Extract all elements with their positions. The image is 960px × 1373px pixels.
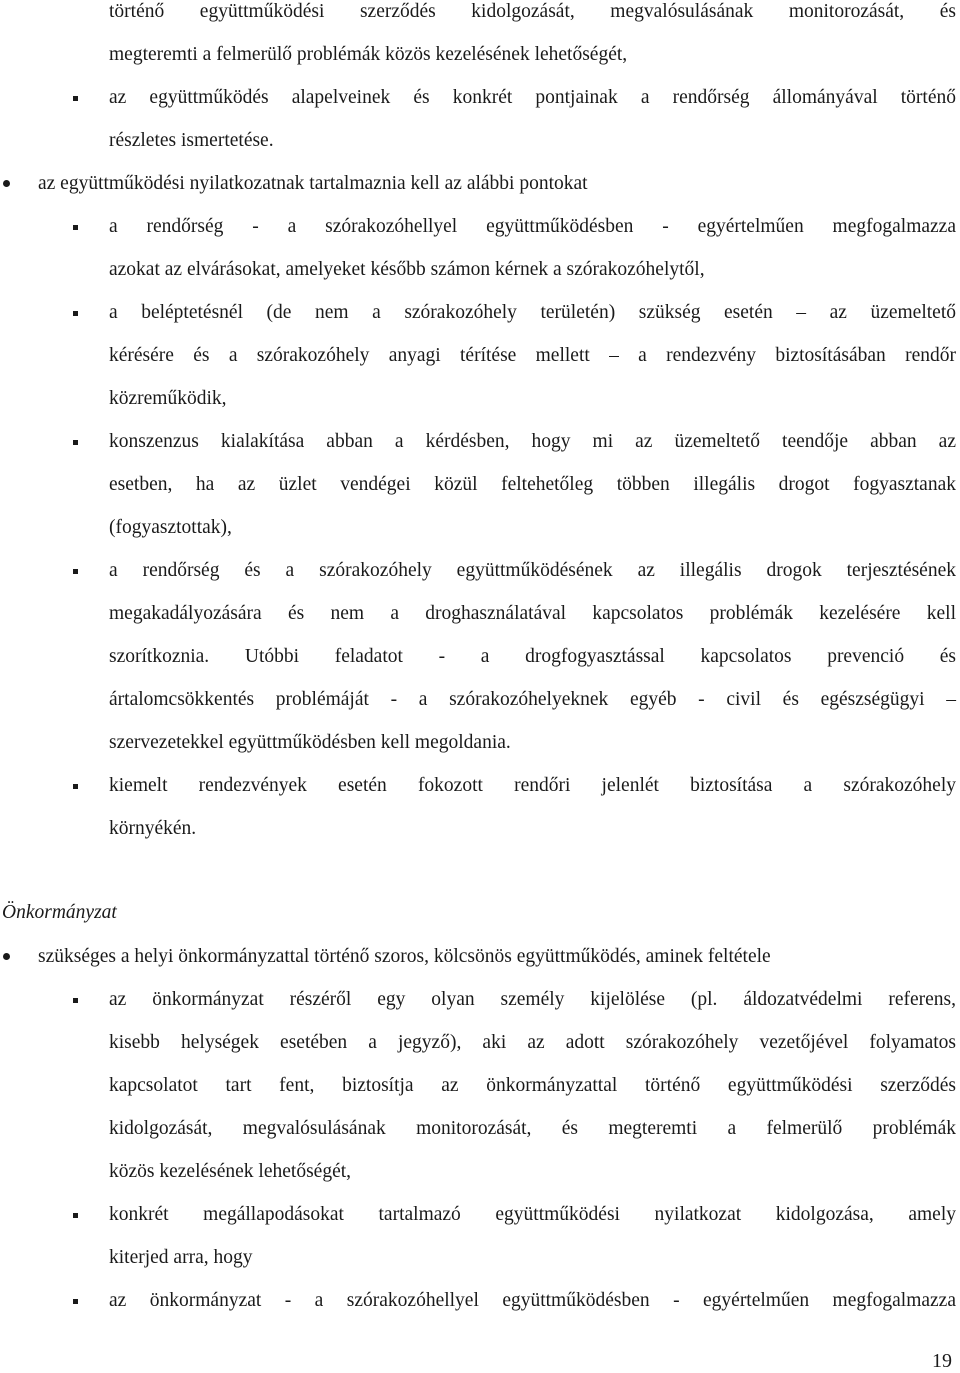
text-line: az önkormányzat részéről egy olyan személy kijelölése (pl. áldozatvédelmi referens, [109, 989, 956, 1010]
square-bullet-icon [73, 784, 78, 789]
text-line: közös kezelésének lehetőségét, [109, 1161, 352, 1182]
text-line: megteremti a felmerülő problémák közös kezelésének lehetőségét, [109, 44, 628, 65]
square-bullet-icon [73, 569, 78, 574]
square-bullet-icon [73, 440, 78, 445]
section-heading: Önkormányzat [2, 902, 117, 923]
text-line: a rendőrség és a szórakozóhely együttműködésének az illegális drogok terjesztésének [109, 560, 956, 581]
text-line: konszenzus kialakítása abban a kérdésben, hogy mi az üzemeltető teendője abban az [109, 431, 956, 452]
text-line: esetben, ha az üzlet vendégei közül feltehetőleg többen illegális drogot fogyasztanak [109, 474, 956, 495]
text-line: történő együttműködési szerződés kidolgozását, megvalósulásának monitorozását, és [109, 1, 956, 22]
text-line: a rendőrség - a szórakozóhellyel együttműködésben - egyértelműen megfogalmazza [109, 216, 956, 237]
page-number: 19 [932, 1350, 952, 1372]
text-line: szükséges a helyi önkormányzattal történő szoros, kölcsönös együttműködés, aminek feltétele [38, 946, 771, 967]
square-bullet-icon [73, 96, 78, 101]
text-line: közreműködik, [109, 388, 227, 409]
text-line: (fogyasztottak), [109, 517, 232, 538]
text-line: az önkormányzat - a szórakozóhellyel együttműködésben - egyértelműen megfogalmazza [109, 1290, 956, 1311]
square-bullet-icon [73, 311, 78, 316]
round-bullet-icon [3, 953, 10, 960]
round-bullet-icon [3, 180, 10, 187]
text-line: az együttműködési nyilatkozatnak tartalmaznia kell az alábbi pontokat [38, 173, 588, 194]
text-line: a beléptetésnél (de nem a szórakozóhely területén) szükség esetén – az üzemeltető [109, 302, 956, 323]
text-line: konkrét megállapodásokat tartalmazó együttműködési nyilatkozat kidolgozása, amely [109, 1204, 956, 1225]
text-line: részletes ismertetése. [109, 130, 274, 151]
square-bullet-icon [73, 1299, 78, 1304]
text-line: kérésére és a szórakozóhely anyagi térítése mellett – a rendezvény biztosításában rendőr [109, 345, 956, 366]
text-line: azokat az elvárásokat, amelyeket később számon kérnek a szórakozóhelytől, [109, 259, 705, 280]
text-line: megakadályozására és nem a droghasználatával kapcsolatos problémák kezelésére kell [109, 603, 956, 624]
text-line: kidolgozását, megvalósulásának monitorozását, és megteremti a felmerülő problémák [109, 1118, 956, 1139]
square-bullet-icon [73, 998, 78, 1003]
square-bullet-icon [73, 225, 78, 230]
text-line: szervezetekkel együttműködésben kell megoldania. [109, 732, 511, 753]
text-line: kapcsolatot tart fent, biztosítja az önkormányzattal történő együttműködési szerződés [109, 1075, 956, 1096]
square-bullet-icon [73, 1213, 78, 1218]
text-line: szorítkoznia. Utóbbi feladatot - a drogfogyasztással kapcsolatos prevenció és [109, 646, 956, 667]
text-line: az együttműködés alapelveinek és konkrét pontjainak a rendőrség állományával történő [109, 87, 956, 108]
text-line: ártalomcsökkentés problémáját - a szórakozóhelyeknek egyéb - civil és egészségügyi – [109, 689, 956, 710]
text-line: kisebb helységek esetében a jegyző), aki az adott szórakozóhely vezetőjével folyamatos [109, 1032, 956, 1053]
text-line: környékén. [109, 818, 197, 839]
text-line: kiterjed arra, hogy [109, 1247, 253, 1268]
text-line: kiemelt rendezvények esetén fokozott rendőri jelenlét biztosítása a szórakozóhely [109, 775, 956, 796]
